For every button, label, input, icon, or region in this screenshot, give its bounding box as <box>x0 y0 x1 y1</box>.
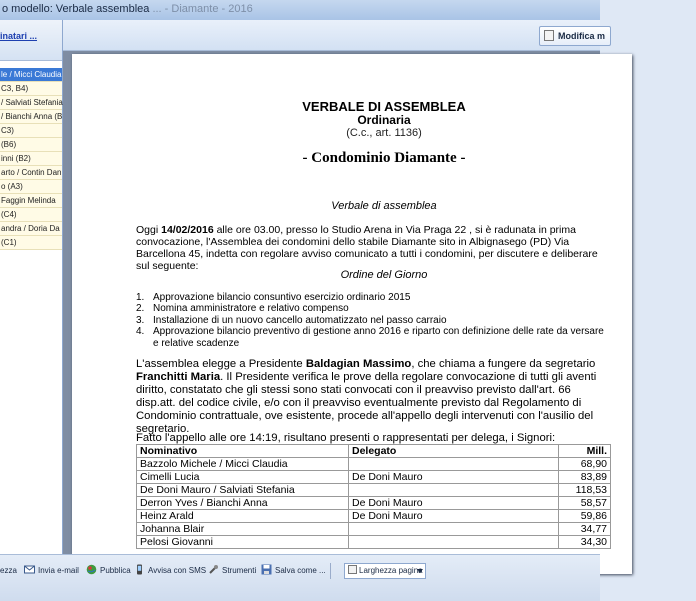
recipients-link[interactable]: inatari ... <box>0 31 38 41</box>
cell-mill: 34,77 <box>559 523 611 536</box>
send-email-button[interactable]: Invia e-mail <box>24 563 79 579</box>
intro-paragraph: Oggi 14/02/2016 alle ore 03.00, presso lo Studio Arena in Via Praga 22 , si è radunata in prima convocazione, l'Assemblea dei condomini dello stabile Diamante sito in Albignasego (PD) Via Barcellona 45, indetta con regolare avviso comunicato a tutti i condomini, per discutere e deliberare sul seguente: <box>136 224 598 272</box>
list-item[interactable]: arto / Contin Dan <box>0 166 62 180</box>
cell-name: Bazzolo Michele / Micci Claudia <box>137 458 349 471</box>
zoom-icon <box>348 565 357 574</box>
list-item[interactable]: / Bianchi Anna (B <box>0 110 62 124</box>
save-as-button[interactable]: Salva come ... <box>261 563 326 579</box>
modify-button[interactable]: Modifica m <box>539 26 611 46</box>
tools-button[interactable]: Strumenti <box>208 563 256 579</box>
document-article: (C.c., art. 1136) <box>346 127 422 139</box>
condominium-name: - Condominio Diamante - <box>302 150 466 166</box>
list-item[interactable]: Faggin Melinda <box>0 194 62 208</box>
recipients-list <box>0 68 62 550</box>
column-header: Mill. <box>559 445 611 458</box>
cell-delegate <box>349 458 559 471</box>
document-icon <box>544 30 554 41</box>
list-item[interactable]: (C1) <box>0 236 62 250</box>
list-item[interactable]: C3, B4) <box>0 82 62 96</box>
globe-icon <box>86 564 97 575</box>
column-header: Nominativo <box>137 445 349 458</box>
cell-delegate <box>349 523 559 536</box>
list-item[interactable]: (B6) <box>0 138 62 152</box>
agenda-item: 2. Nomina amministratore e relativo compenso <box>136 303 349 315</box>
column-header: Delegato <box>349 445 559 458</box>
cell-name: De Doni Mauro / Salviati Stefania <box>137 484 349 497</box>
document-page <box>72 54 632 574</box>
cell-name: Pelosi Giovanni <box>137 536 349 549</box>
zoom-select[interactable]: Larghezza pagina <box>344 563 426 579</box>
table-row <box>137 484 611 497</box>
list-item[interactable]: andra / Doria Da <box>0 222 62 236</box>
table-row <box>137 471 611 484</box>
table-row <box>137 458 611 471</box>
cell-name: Heinz Arald <box>137 510 349 523</box>
document-pane <box>63 20 607 554</box>
list-empty-area <box>0 250 62 550</box>
cell-delegate: De Doni Mauro <box>349 510 559 523</box>
phone-icon <box>134 564 145 575</box>
cell-delegate: De Doni Mauro <box>349 497 559 510</box>
email-icon <box>24 564 35 575</box>
table-row <box>137 497 611 510</box>
list-item[interactable]: inni (B2) <box>0 152 62 166</box>
list-item[interactable]: o (A3) <box>0 180 62 194</box>
cell-mill: 59,86 <box>559 510 611 523</box>
agenda-item: 4. Approvazione bilancio preventivo di gestione anno 2016 e riparto con definizione delle rate da versare e relative scadenze <box>136 326 604 349</box>
section-verbale: Verbale di assemblea <box>331 200 437 212</box>
document-title: VERBALE DI ASSEMBLEA <box>302 99 466 114</box>
save-icon <box>261 564 272 575</box>
window-title: o modello: Verbale assemblea ... - Diamante - 2016 <box>2 3 253 15</box>
publish-button[interactable]: Pubblica <box>86 563 131 579</box>
tools-icon <box>208 564 219 575</box>
section-agenda: Ordine del Giorno <box>340 269 428 281</box>
recipients-pane <box>0 20 63 554</box>
document-toolbar <box>63 20 606 51</box>
agenda-item: 1. Approvazione bilancio consuntivo esercizio ordinario 2015 <box>136 292 411 303</box>
list-item[interactable]: (C4) <box>0 208 62 222</box>
list-item[interactable]: / Salviati Stefania <box>0 96 62 110</box>
table-row <box>137 536 611 549</box>
table-row <box>137 510 611 523</box>
cell-delegate <box>349 536 559 549</box>
cell-delegate <box>349 484 559 497</box>
cell-delegate: De Doni Mauro <box>349 471 559 484</box>
bottom-toolbar <box>0 554 600 601</box>
cell-mill: 34,30 <box>559 536 611 549</box>
recipients-header <box>0 20 62 61</box>
cell-name: Johanna Blair <box>137 523 349 536</box>
cell-mill: 68,90 <box>559 458 611 471</box>
toolbar-separator <box>330 563 331 579</box>
send-sms-button[interactable]: Avvisa con SMS <box>134 563 206 579</box>
list-item[interactable]: C3) <box>0 124 62 138</box>
edit-button[interactable]: ezza <box>0 566 17 575</box>
chevron-down-icon <box>417 569 423 573</box>
document-viewport[interactable] <box>63 51 607 554</box>
document-subtitle: Ordinaria <box>357 113 411 127</box>
cell-name: Derron Yves / Bianchi Anna <box>137 497 349 510</box>
cell-name: Cimelli Lucia <box>137 471 349 484</box>
attendance-table <box>136 444 611 549</box>
president-paragraph: L'assemblea elegge a Presidente Baldagian Massimo, che chiama a fungere da segretario Franchitti Maria. Il Presidente verifica le prove della regolare convocazione di tutti gli aventi diritto, constatato che gli stessi sono stati convocati con il preavviso previsto dall'art. 66 disp.att. del codice civile, e/o con il preavviso eventualmente previsto dal Regolamento di Condominio contrattuale, ove esistente, procede all'appello degli intervenuti con l'ausilio del segretario. <box>136 358 597 435</box>
cell-mill: 58,57 <box>559 497 611 510</box>
title-bar <box>0 0 600 21</box>
table-header-row <box>137 445 611 458</box>
roll-call-text: Fatto l'appello alle ore 14:19, risultano presenti o rappresentati per delega, i Signori: <box>136 432 556 444</box>
table-row <box>137 523 611 536</box>
cell-mill: 118,53 <box>559 484 611 497</box>
agenda-list <box>136 292 606 349</box>
cell-mill: 83,89 <box>559 471 611 484</box>
list-item[interactable]: le / Micci Claudia <box>0 68 62 82</box>
agenda-item: 3. Installazione di un nuovo cancello automatizzato nel passo carraio <box>136 314 447 326</box>
